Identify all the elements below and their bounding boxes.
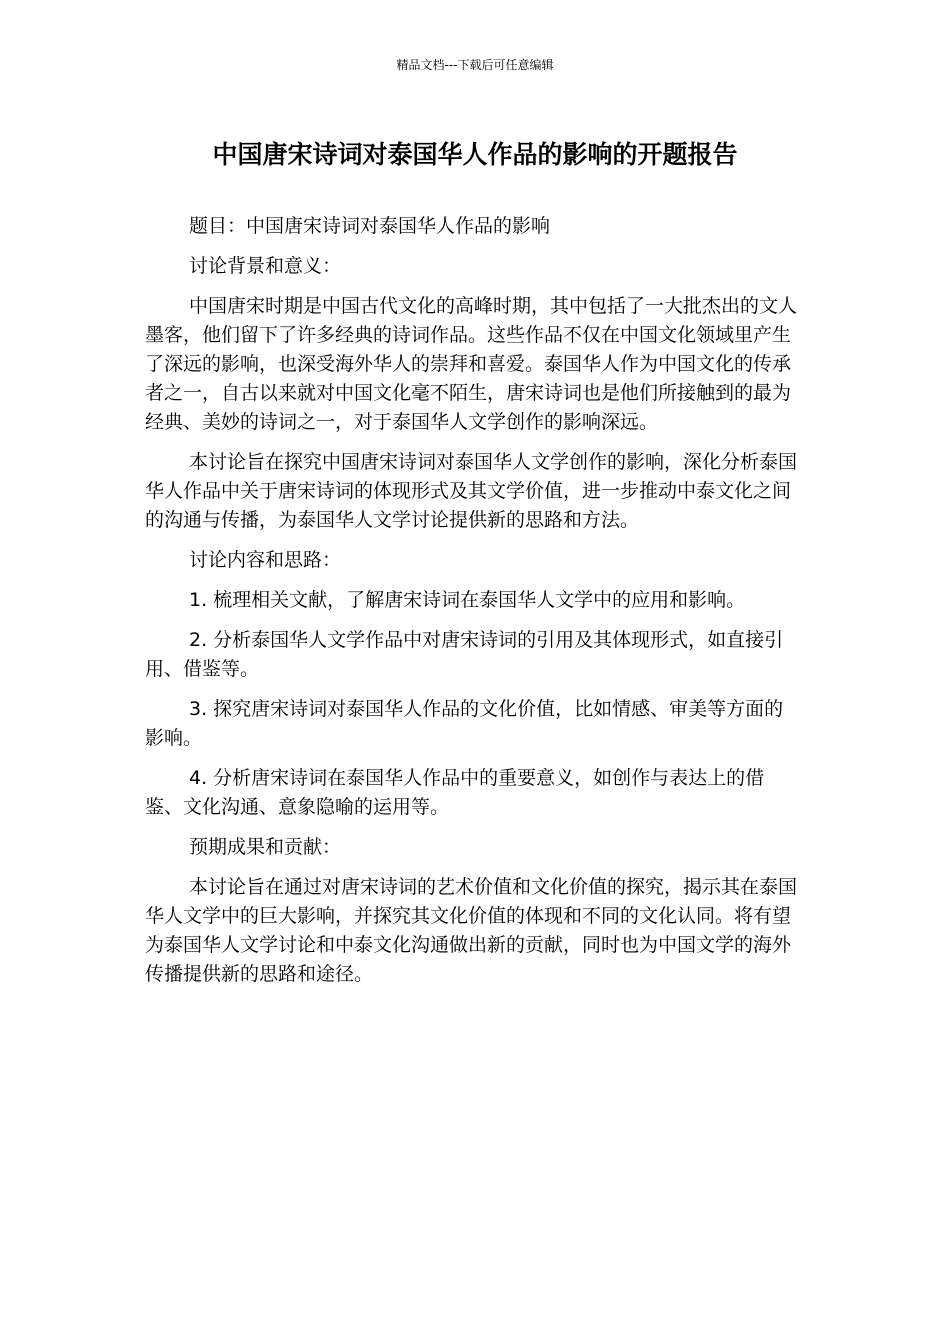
- list-item: 3. 探究唐宋诗词对泰国华人作品的文化价值，比如情感、审美等方面的影响。: [145, 698, 784, 749]
- document-title: 中国唐宋诗词对泰国华人作品的影响的开题报告: [212, 140, 738, 169]
- list-item: 4. 分析唐宋诗词在泰国华人作品中的重要意义，如创作与表达上的借鉴、文化沟通、意象隐喻的运用等。: [145, 767, 765, 818]
- list-item: 1. 梳理相关文献，了解唐宋诗词在泰国华人文学中的应用和影响。: [189, 589, 746, 611]
- page-header: 精品文档---下载后可任意编辑: [396, 58, 554, 72]
- document-body: [145, 212, 800, 1000]
- body-paragraph: 本讨论旨在探究中国唐宋诗词对泰国华人文学创作的影响，深化分析泰国华人作品中关于唐宋诗词的体现形式及其文学价值，进一步推动中泰文化之间的沟通与传播，为泰国华人文学讨论提供新的思路和方法。: [145, 451, 798, 531]
- list-item: 2. 分析泰国华人文学作品中对唐宋诗词的引用及其体现形式，如直接引用、借鉴等。: [145, 629, 784, 680]
- section-heading-background: 讨论背景和意义：: [189, 255, 342, 277]
- body-paragraph: 本讨论旨在通过对唐宋诗词的艺术价值和文化价值的探究，揭示其在泰国华人文学中的巨大影响，并探究其文化价值的体现和不同的文化认同。将有望为泰国华人文学讨论和中泰文化沟通做出新的贡献，同时也为中国文学的海外传播提供新的思路和途径。: [145, 876, 798, 985]
- topic-line: 题目：中国唐宋诗词对泰国华人作品的影响: [189, 215, 551, 237]
- section-heading-content: 讨论内容和思路：: [189, 549, 342, 571]
- section-heading-outcomes: 预期成果和贡献：: [189, 836, 342, 858]
- body-paragraph: 中国唐宋时期是中国古代文化的高峰时期，其中包括了一大批杰出的文人墨客，他们留下了许多经典的诗词作品。这些作品不仅在中国文化领域里产生了深远的影响，也深受海外华人的崇拜和喜爱。泰国华人作为中国文化的传承者之一，自古以来就对中国文化毫不陌生，唐宋诗词也是他们所接触到的最为经典、美妙的诗词之一，对于泰国华人文学创作的影响深远。: [145, 295, 798, 433]
